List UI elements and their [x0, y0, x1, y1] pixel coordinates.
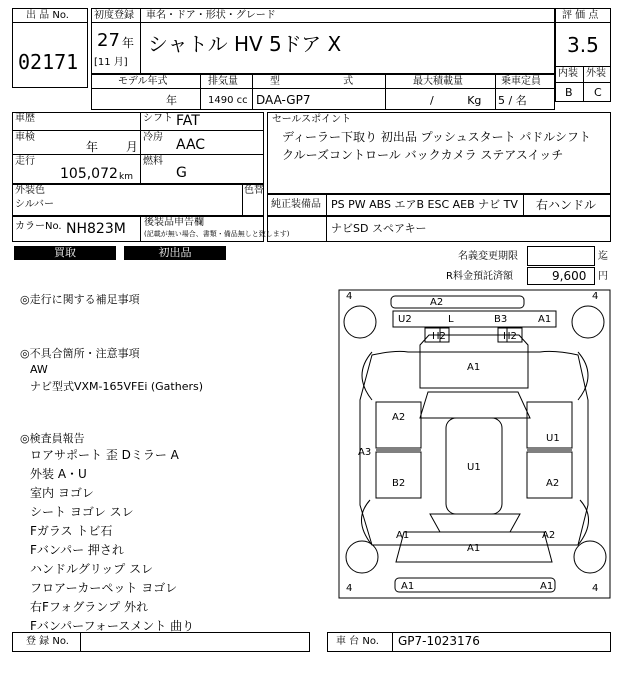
tire-label: 4: [346, 291, 353, 302]
inspector-line: ロアサポート 歪 Dミラー A: [30, 448, 179, 462]
windshield: [420, 392, 530, 418]
year-unit: 年: [122, 36, 135, 50]
defects-title: ◎不具合箇所・注意事項: [20, 347, 140, 360]
inspector-line: Fバンパーフォースメント 曲り: [30, 619, 195, 633]
first-registration-month: [11 月]: [94, 57, 128, 68]
mark-rear-bumper-left: A1: [401, 581, 415, 592]
rear-bumper: [395, 578, 555, 592]
shift-value: FAT: [176, 113, 200, 129]
interior-grade: B: [565, 86, 573, 99]
lot-number: 02171: [18, 50, 79, 74]
aftermarket-note: (記載が無い場合、書類・備品無しと致します): [144, 230, 290, 238]
left-rear-door: [376, 452, 421, 498]
tire-circle: [346, 541, 378, 573]
first-listing-badge: 初出品: [124, 246, 226, 260]
equipment-value: PS PW ABS エアB ESC AEB ナビ TV: [331, 198, 518, 211]
name-change-label: 名義変更期限: [458, 251, 518, 262]
recycle-fee-unit: 円: [598, 271, 608, 282]
driving-notes-title: ◎走行に関する補足事項: [20, 293, 140, 306]
shift-label: シフト: [143, 113, 173, 124]
mileage-label: 走行: [15, 156, 35, 167]
defect-line: ナビ型式VXM-165VFEi (Gathers): [30, 380, 204, 393]
mileage-unit: km: [119, 172, 133, 182]
mark-front-b3: B3: [494, 314, 508, 325]
mark-light-left: H2: [432, 331, 446, 342]
equipment-label: 純正装備品: [271, 199, 321, 210]
sales-point-line-2: クルーズコントロール バックカメラ ステアスイッチ: [282, 148, 564, 162]
ac-label: 冷房: [143, 132, 163, 143]
model-year-unit: 年: [166, 94, 177, 107]
sales-point-line-1: ディーラー下取り 初出品 プッシュスタート パドルシフト: [282, 130, 591, 144]
left-front-door: [376, 402, 421, 448]
tire-label: 4: [592, 583, 599, 594]
inspector-report-title: ◎検査員報告: [20, 432, 85, 445]
rear-window: [430, 514, 520, 532]
mark-front-top: A2: [430, 297, 444, 308]
aftermarket-value: ナビSD スペアキー: [331, 222, 427, 235]
inspector-line: ハンドルグリップ スレ: [30, 562, 154, 576]
inspector-line: 外装 A・U: [30, 467, 87, 481]
mark-trunk: A1: [467, 543, 481, 554]
chassis-number-label: 車 台 No.: [336, 636, 379, 647]
mark-left-rear: A1: [396, 530, 410, 541]
inspector-line: シート ヨゴレ スレ: [30, 505, 134, 519]
purchase-badge: 買取: [14, 246, 116, 260]
capacity-value: 5 / 名: [498, 94, 527, 107]
mark-right-front-fender: U1: [546, 433, 560, 444]
front-grille: [393, 311, 556, 327]
mark-rear-bumper-right: A1: [540, 581, 554, 592]
tire-circle: [574, 541, 606, 573]
mark-hood: A1: [467, 362, 481, 373]
displacement-value: 1490 cc: [208, 95, 248, 106]
color-change-label: 色替: [244, 185, 264, 196]
history-label: 車歴: [15, 113, 35, 124]
mark-front-right: A1: [538, 314, 552, 325]
tire-label: 4: [592, 291, 599, 302]
mark-roof: U1: [467, 462, 481, 473]
exterior-color-value: シルバー: [15, 199, 55, 210]
car-name-label: 車名・ドア・形状・グレード: [146, 10, 276, 21]
interior-label: 内装: [558, 68, 578, 79]
exterior-label: 外装: [586, 68, 606, 79]
fuel-value: G: [176, 165, 187, 181]
inspector-line: 室内 ヨゴレ: [30, 486, 94, 500]
name-change-unit: 迄: [598, 251, 608, 262]
inspector-line: フロアーカーペット ヨゴレ: [30, 581, 178, 595]
mark-left-rear-door: B2: [392, 478, 406, 489]
tire-circle: [344, 306, 376, 338]
lot-number-label: 出 品 No.: [26, 10, 69, 21]
mark-right-rear-door: A2: [546, 478, 560, 489]
grade-value: 3.5: [567, 33, 599, 57]
displacement-label: 排気量: [208, 76, 238, 87]
exterior-color-label: 外装色: [15, 185, 45, 196]
mark-left-front-fender: A2: [392, 412, 406, 423]
defect-line: AW: [30, 363, 48, 376]
exterior-grade: C: [594, 86, 602, 99]
max-load-value: / Kg: [430, 94, 482, 107]
inspector-line: Fガラス トビ石: [30, 524, 113, 538]
mark-left-side: A3: [358, 447, 372, 458]
inspection-value: 年 月: [86, 140, 138, 154]
color-number-label: カラーNo.: [15, 221, 62, 232]
car-name: シャトル HV 5ドア X: [148, 32, 342, 56]
first-registration-year: 27: [97, 30, 120, 51]
recycle-fee-value: 9,600: [552, 269, 587, 283]
mark-light-right: H2: [503, 331, 517, 342]
tire-label: 4: [346, 583, 353, 594]
max-load-label: 最大積載量: [413, 76, 463, 87]
inspector-line: 右Fフォグランプ 外れ: [30, 600, 149, 614]
model-value: DAA-GP7: [256, 93, 311, 107]
recycle-fee-label: R料金預託済額: [446, 271, 513, 282]
mileage-value: 105,072: [60, 166, 118, 182]
chassis-number-value: GP7-1023176: [398, 634, 480, 648]
inspection-label: 車検: [15, 132, 35, 143]
sales-point-label: セールスポイント: [272, 114, 352, 125]
right-rear-door: [527, 452, 572, 498]
mark-front-mid: L: [448, 314, 454, 325]
capacity-label: 乗車定員: [501, 76, 541, 87]
mark-right-rear: A2: [542, 530, 556, 541]
first-registration-label: 初度登録: [94, 10, 134, 21]
model-year-label: モデル年式: [118, 76, 168, 87]
tire-circle: [572, 306, 604, 338]
ac-value: AAC: [176, 137, 206, 153]
front-bumper: [391, 296, 524, 308]
inspector-line: Fバンパー 押され: [30, 543, 124, 557]
model-label: 型 式: [270, 76, 354, 87]
aftermarket-label: 後装品申告欄: [144, 217, 204, 228]
mark-front-left: U2: [398, 314, 412, 325]
fuel-label: 燃料: [143, 156, 163, 167]
steering-value: 右ハンドル: [536, 198, 597, 212]
registration-number-label: 登 録 No.: [26, 636, 69, 647]
color-number-value: NH823M: [66, 221, 126, 237]
grade-label: 評 価 点: [562, 10, 599, 21]
